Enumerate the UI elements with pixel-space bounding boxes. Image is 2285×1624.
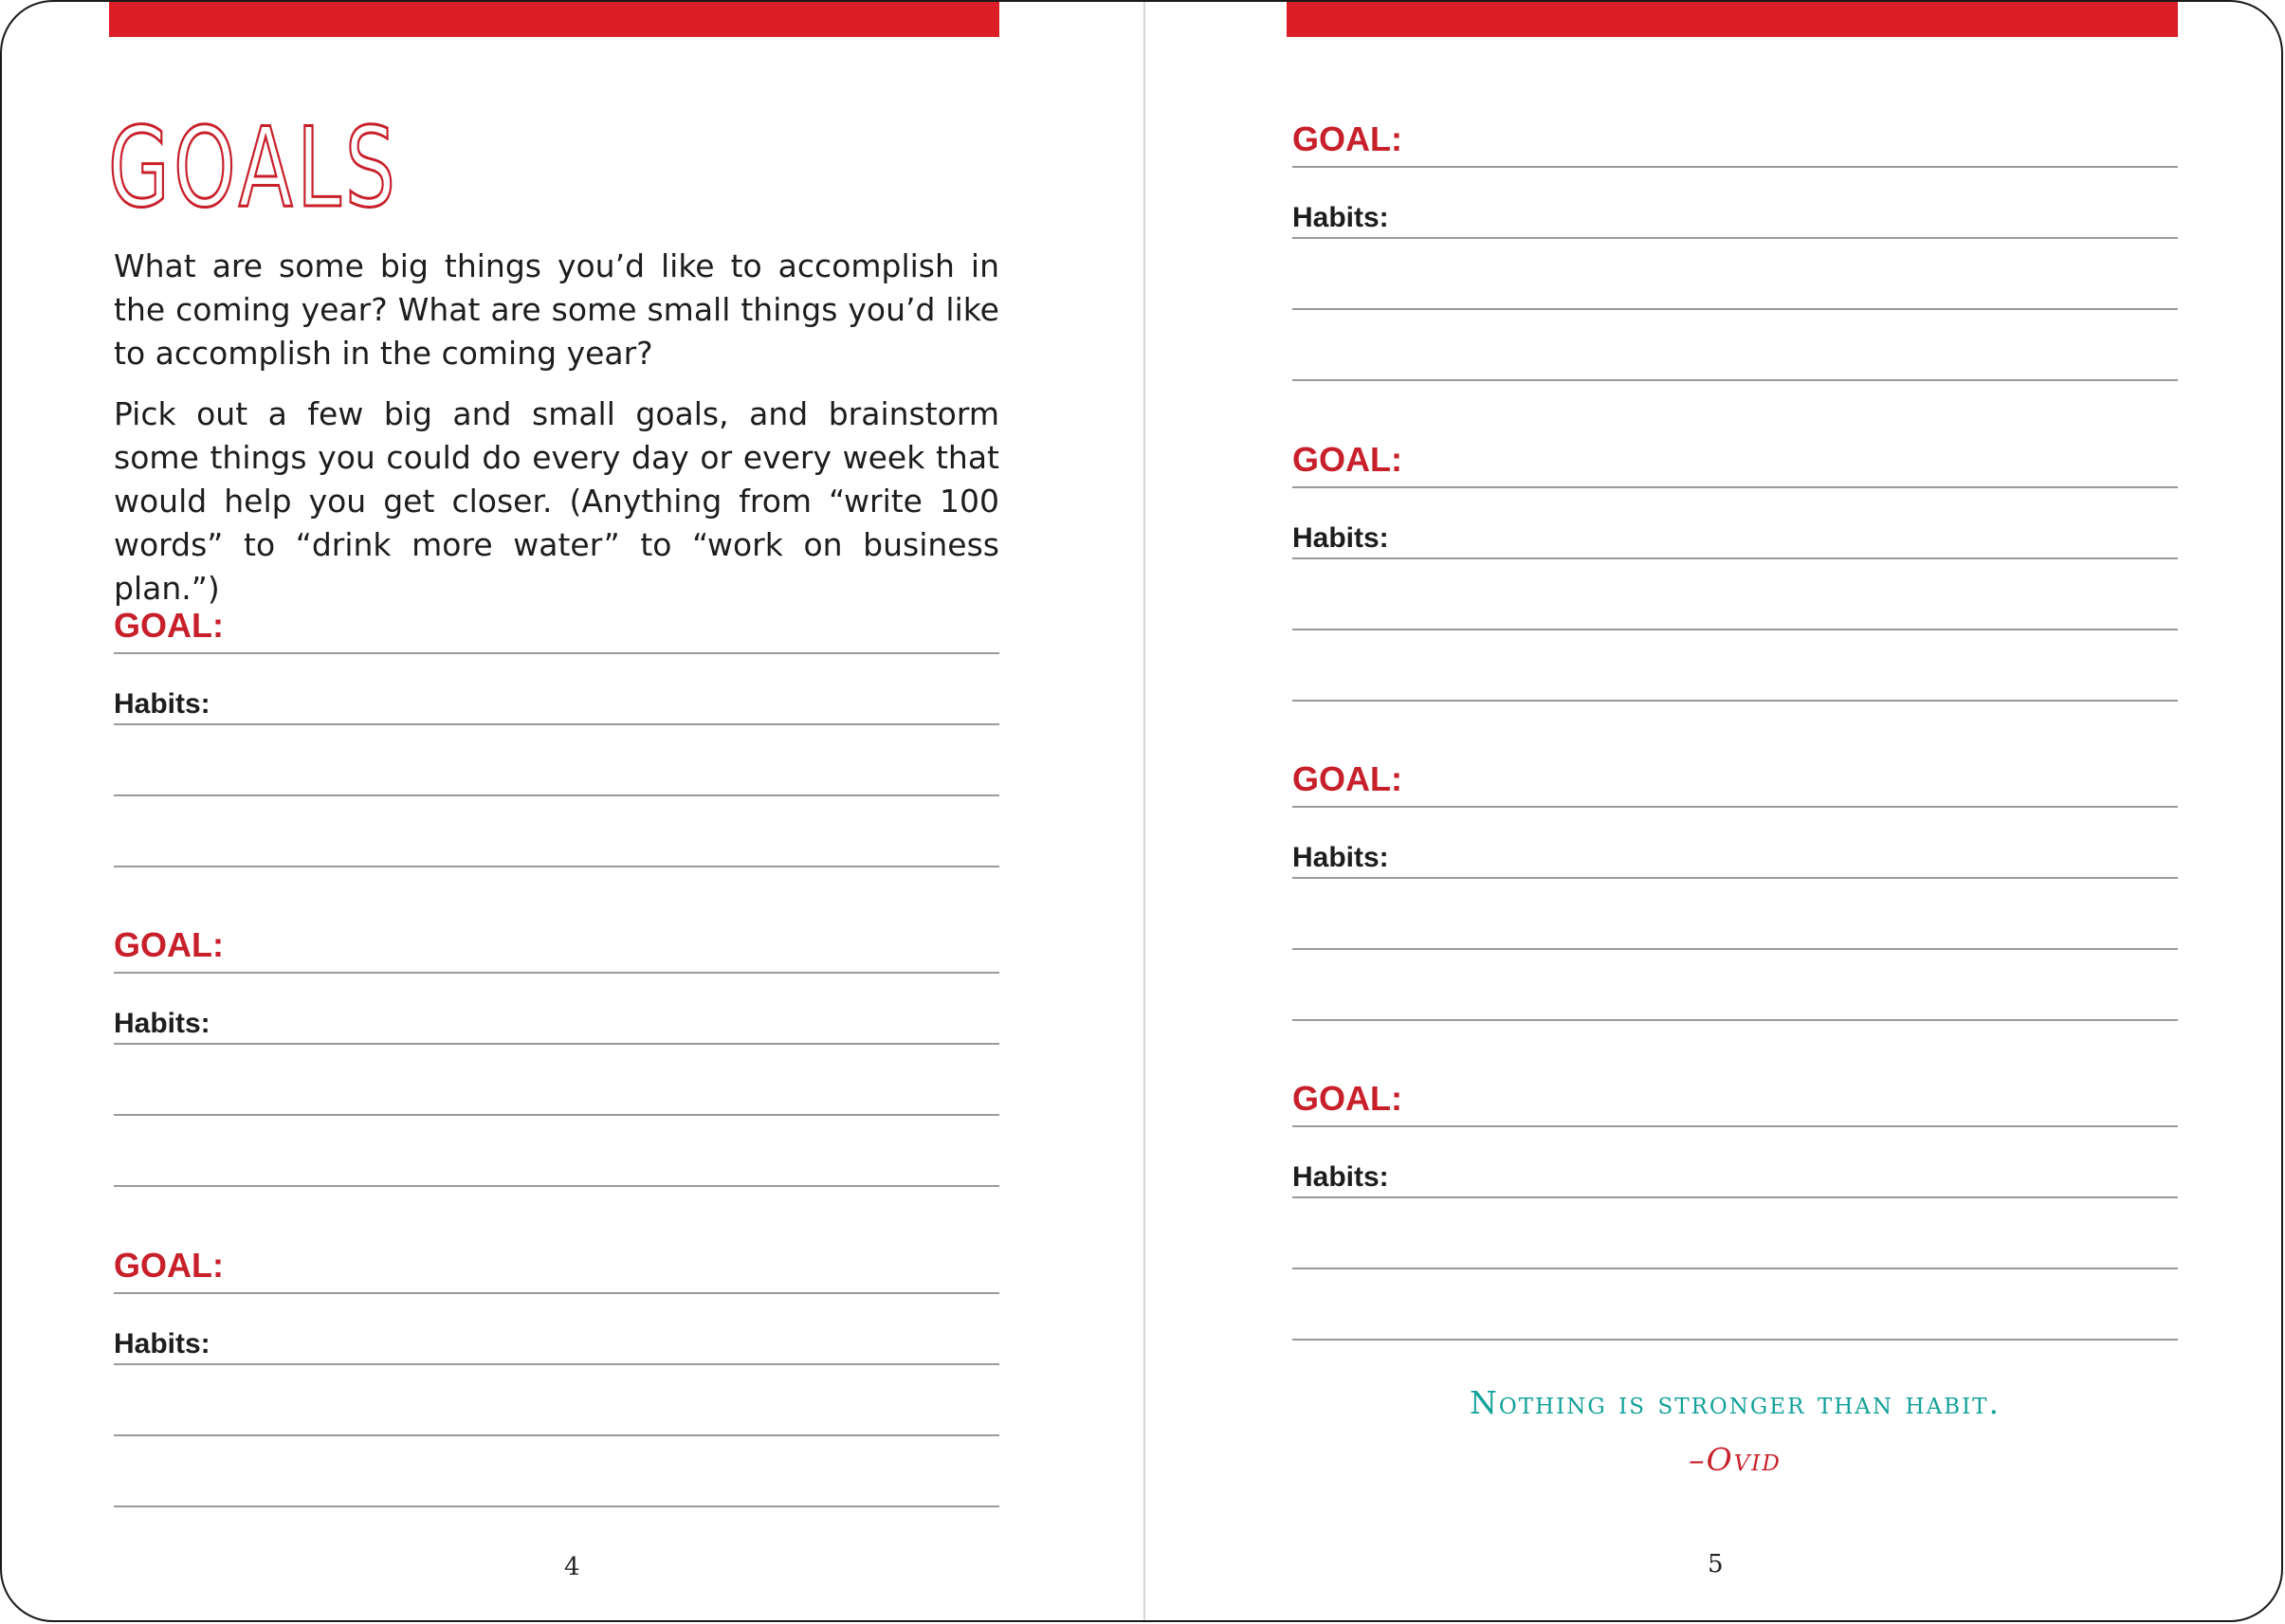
goal-write-line[interactable] xyxy=(1292,1125,2178,1127)
habits-write-line[interactable] xyxy=(114,1114,999,1116)
habits-write-line[interactable] xyxy=(1292,1196,2178,1198)
habits-write-line[interactable] xyxy=(1292,308,2178,310)
goal-write-line[interactable] xyxy=(114,652,999,654)
habits-write-line[interactable] xyxy=(114,1185,999,1187)
habits-label: Habits: xyxy=(114,1328,210,1359)
habits-write-line[interactable] xyxy=(1292,877,2178,879)
goal-write-line[interactable] xyxy=(1292,806,2178,808)
habits-label: Habits: xyxy=(1292,522,1389,554)
goal-write-line[interactable] xyxy=(114,1292,999,1294)
goal-label: GOAL: xyxy=(114,1246,224,1285)
page-number: 5 xyxy=(1708,1550,1724,1578)
habits-label: Habits: xyxy=(1292,202,1389,233)
habits-write-line[interactable] xyxy=(1292,1339,2178,1341)
habits-write-line[interactable] xyxy=(1292,629,2178,630)
habits-label: Habits: xyxy=(1292,1161,1389,1193)
habits-write-line[interactable] xyxy=(114,794,999,796)
goal-block xyxy=(114,919,999,1165)
habits-write-line[interactable] xyxy=(1292,948,2178,950)
goal-label: GOAL: xyxy=(114,606,224,645)
habits-write-line[interactable] xyxy=(1292,700,2178,702)
page-title: GOALS xyxy=(108,104,400,232)
goal-label: GOAL: xyxy=(1292,759,1402,798)
habits-write-line[interactable] xyxy=(114,1434,999,1436)
habits-label: Habits: xyxy=(1292,842,1389,873)
habits-label: Habits: xyxy=(114,688,210,720)
goal-label: GOAL: xyxy=(114,925,224,964)
habits-write-line[interactable] xyxy=(114,723,999,725)
intro-paragraph-1: What are some big things you’d like to accomplish in the coming year? What are some small things you’d like to accomplish in the coming year? xyxy=(114,247,999,372)
habits-write-line[interactable] xyxy=(1292,1019,2178,1021)
goal-label: GOAL: xyxy=(1292,440,1402,479)
habits-label: Habits: xyxy=(114,1008,210,1039)
habits-write-line[interactable] xyxy=(1292,1268,2178,1269)
goal-label: GOAL: xyxy=(1292,1079,1402,1118)
quote-attribution: –Ovid xyxy=(1689,1441,1782,1478)
goal-block xyxy=(1292,433,2178,680)
goal-block xyxy=(1292,113,2178,359)
page-number: 4 xyxy=(564,1553,580,1581)
habits-write-line[interactable] xyxy=(1292,237,2178,239)
goal-block xyxy=(114,1239,999,1486)
goal-write-line[interactable] xyxy=(1292,486,2178,488)
goal-block xyxy=(1292,1072,2178,1319)
intro-paragraph-2: Pick out a few big and small goals, and brainstorm some things you could do every day or every week that would help you get closer. (Anything from “write 100 words” to “drink more water” to “work on business plan.”) xyxy=(114,395,999,607)
goal-block xyxy=(114,599,999,846)
goal-block xyxy=(1292,753,2178,999)
goal-write-line[interactable] xyxy=(114,972,999,974)
habits-write-line[interactable] xyxy=(114,1043,999,1045)
habits-write-line[interactable] xyxy=(114,1505,999,1507)
quote-text: Nothing is stronger than habit. xyxy=(1469,1384,2001,1421)
right-header-bar xyxy=(1287,2,2178,37)
habits-write-line[interactable] xyxy=(114,866,999,867)
habits-write-line[interactable] xyxy=(114,1363,999,1365)
goal-label: GOAL: xyxy=(1292,119,1402,158)
habits-write-line[interactable] xyxy=(1292,557,2178,559)
habits-write-line[interactable] xyxy=(1292,379,2178,381)
goal-write-line[interactable] xyxy=(1292,166,2178,168)
page-gutter xyxy=(1143,2,1145,1622)
left-header-bar xyxy=(109,2,999,37)
